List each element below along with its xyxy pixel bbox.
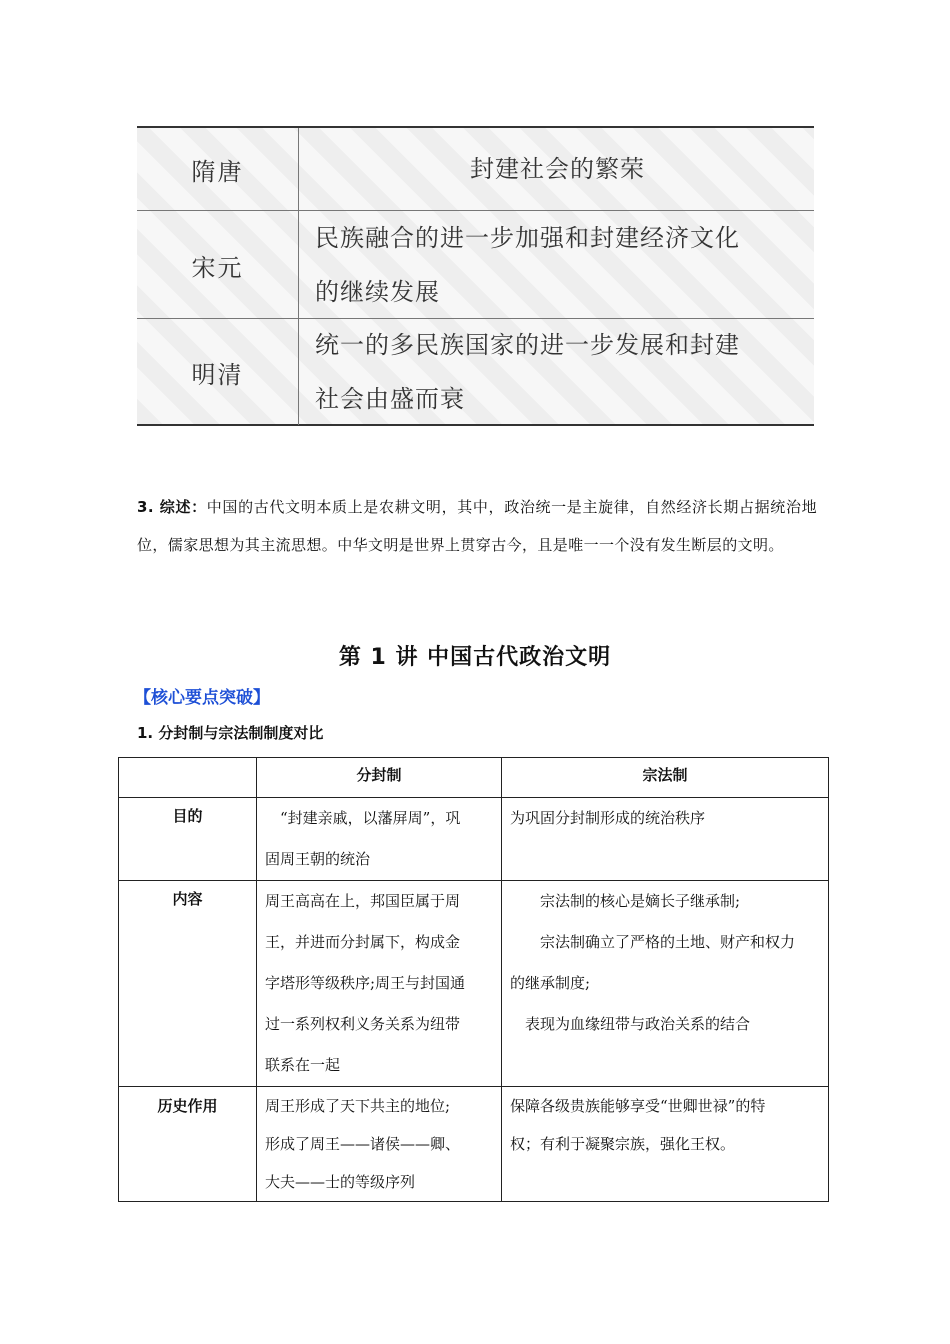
era-name: 明清 <box>137 319 299 425</box>
era-name: 隋唐 <box>137 128 299 210</box>
column-header-fenfeng: 分封制 <box>257 758 502 798</box>
table-row-purpose <box>119 798 829 881</box>
cell-line: 字塔形等级秩序;周王与封国通 <box>265 974 466 992</box>
cell-line: 权；有利于凝聚宗族，强化王权。 <box>510 1135 736 1153</box>
cell-line: 过一系列权利义务关系为纽带 <box>265 1015 461 1033</box>
column-header <box>119 758 257 798</box>
cell-line: 表现为血缘纽带与政治关系的结合 <box>525 1015 751 1033</box>
cell-line: 王，并进而分封属下，构成金 <box>265 933 461 951</box>
cell-line: 宗法制确立了严格的土地、财产和权力 <box>540 933 796 951</box>
summary-paragraph <box>137 488 817 564</box>
row-label: 历史作用 <box>119 1087 257 1202</box>
row-label: 目的 <box>119 798 257 881</box>
cell-line: 大夫——士的等级序列 <box>265 1173 416 1191</box>
era-description-line: 统一的多民族国家的进一步发展和封建 <box>315 331 740 359</box>
comparison-table <box>118 757 829 1202</box>
cell-line: 形成了周王——诸侯——卿、 <box>265 1135 461 1153</box>
cell-line: 固周王朝的统治 <box>265 850 371 868</box>
summary-label: 3. 综述： <box>137 498 207 516</box>
core-heading: 【核心要点突破】 <box>134 688 270 708</box>
era-description-line: 封建社会的繁荣 <box>470 155 645 183</box>
era-description <box>299 128 814 210</box>
era-name: 宋元 <box>137 211 299 319</box>
zongfa-cell <box>502 881 829 1087</box>
era-summary-table <box>137 126 814 426</box>
subsection-title: 1. 分封制与宗法制制度对比 <box>137 724 324 742</box>
era-row-song-yuan <box>137 210 814 319</box>
table-row-content <box>119 881 829 1087</box>
cell-line: 为巩固分封制形成的统治秩序 <box>510 809 706 827</box>
column-header-zongfa: 宗法制 <box>502 758 829 798</box>
fenfeng-cell <box>257 1087 502 1202</box>
cell-line: 宗法制的核心是嫡长子继承制; <box>540 892 741 910</box>
table-row-historical-role <box>119 1087 829 1202</box>
zongfa-cell <box>502 1087 829 1202</box>
era-description <box>299 319 814 425</box>
cell-line: 的继承制度; <box>510 974 591 992</box>
cell-line: “封建亲戚，以藩屏周”，巩 <box>280 809 461 827</box>
lecture-title: 第 1 讲 中国古代政治文明 <box>338 645 612 670</box>
cell-line: 联系在一起 <box>265 1056 341 1074</box>
era-description-line: 民族融合的进一步加强和封建经济文化 <box>315 224 740 252</box>
cell-line: 保障各级贵族能够享受“世卿世禄”的特 <box>510 1097 766 1115</box>
era-row-ming-qing <box>137 318 814 425</box>
era-description-line: 的继续发展 <box>315 278 440 306</box>
summary-text: 中国的古代文明本质上是农耕文明，其中，政治统一是主旋律，自然经济长期占据统治地位，儒家思想为其主流思想。中华文明是世界上贯穿古今，且是唯一一个没有发生断层的文明。 <box>137 498 817 554</box>
era-description <box>299 211 814 319</box>
era-row-sui-tang <box>137 128 814 210</box>
era-description-line: 社会由盛而衰 <box>315 385 465 413</box>
fenfeng-cell <box>257 881 502 1087</box>
table-header-row <box>119 758 829 798</box>
cell-line: 周王高高在上，邦国臣属于周 <box>265 892 461 910</box>
cell-line: 周王形成了天下共主的地位; <box>265 1097 451 1115</box>
zongfa-cell <box>502 798 829 881</box>
row-label: 内容 <box>119 881 257 1087</box>
fenfeng-cell <box>257 798 502 881</box>
